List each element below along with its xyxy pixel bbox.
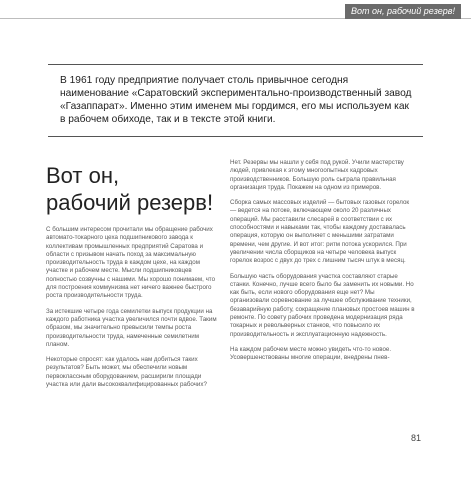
section-title-badge: Вот он, рабочий резерв! [345,4,461,19]
paragraph: За истекшие четыре года семилетки выпуск продукции на каждого работника участка увеличился почти вдвое. Таким образом, мы значительно превысили темпы роста производительности труда, намеченные семилетним планом. [46,307,217,348]
paragraph: Нет. Резервы мы нашли у себя под рукой. Учили мастерству людей, привлекая к этому многоопытных кадровых производственников. Большую роль сыграла правильная организация труда. Покажем на одном из примеров. [230,159,404,191]
intro-top-rule [48,64,423,65]
right-column [230,159,415,370]
paragraph: Большую часть оборудования участка составляют старые станки. Конечно, лучше всего было бы заменить их новыми. Но как быть, если нового оборудования еще нет? Мы организовали соревнование за лучшее обслуживание техники, безаварийную работу, сокращение плановых простоев машин в ремонте. По совету рабочих проведена модернизация ряда токарных и револьверных станков, что повысило их производительность и эксплуатационную надежность. [230,272,415,338]
intro-text: В 1961 году предприятие получает столь привычное сегодня наименование «Саратовский экспериментально-производственный завод «Газаппарат». Именно этим именем мы гордимся, его мы используем как в рабочем обиходе, так и в тексте этой книги. [60,75,412,125]
paragraph: С большим интересом прочитали мы обращение рабочих автомато-токарного цеха подшипникового завода к коллективам промышленных предприятий Саратова и области с призывом начать поход за максимальную производительность труда в каждом цехе, на каждом участке и рабочем месте. Мысли подшипниковцев полностью созвучны с нашими. Мы хорошо понимаем, что для построения коммунизма нет ничего важнее быстрого роста производительности труда. [46,226,216,300]
page-number: 81 [410,433,421,443]
paragraph: Некоторые спросят: как удалось нам добиться таких результатов? Быть может, мы обеспечили новым первоклассным оборудованием, расширили площади участка или дали высококвалифицированных рабочих? [46,356,207,389]
article-title [46,162,216,216]
article-title-line-1: Вот он, [46,163,120,188]
paragraph: На каждом рабочем месте можно увидеть что-то новое. Усовершенствованы многие операции, внедрены пнев- [230,345,392,362]
article-title-line-2: рабочий резерв! [46,190,214,215]
paragraph: Сборка самых массовых изделий — бытовых газовых горелок — ведется на потоке, включающем около 20 различных операций. Мы расставили слесарей в соответствии с их способностями и навыками так, чтобы каждому доставалась операция, которую он выполняет с меньшими затратами времени, чем другие. И вот итог: ритм потока ускорился. При увеличении числа сборщиков на четыре человека выпуск горелок возрос с двух до трех с лишним тысяч штук в месяц. [230,199,410,265]
intro-block [60,74,415,126]
page-header [0,0,471,22]
left-column [46,226,218,396]
intro-bottom-rule [48,136,423,137]
